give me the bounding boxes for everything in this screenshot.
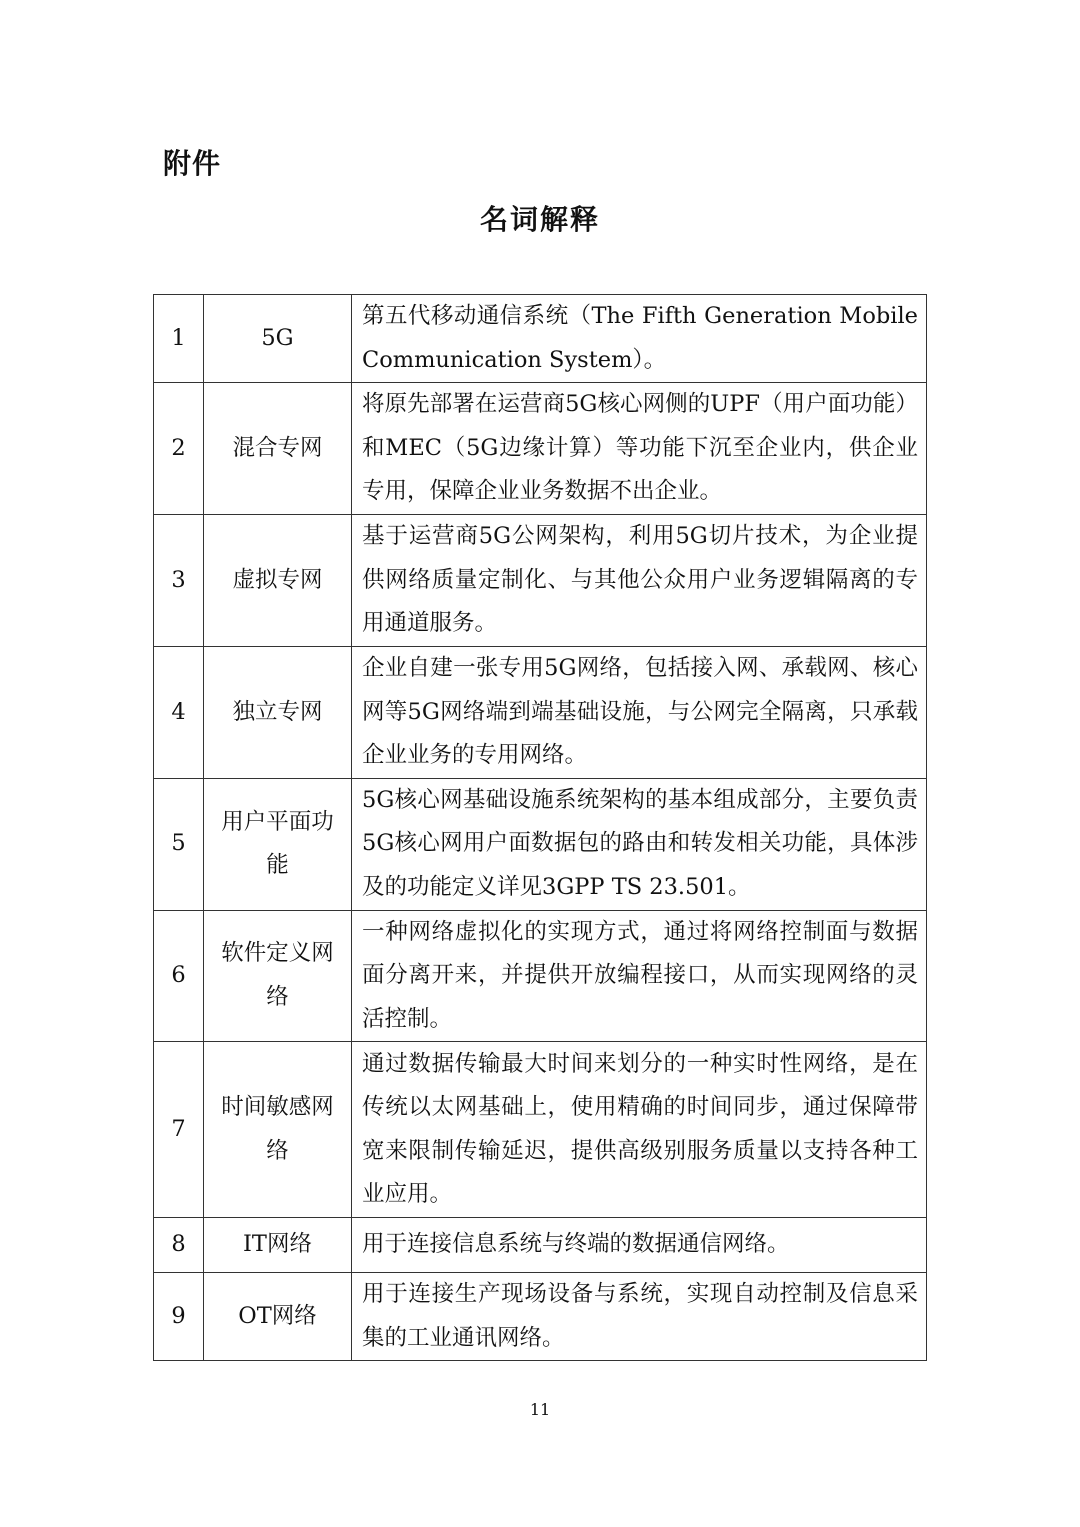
term-number: 8 bbox=[154, 1218, 204, 1273]
term-definition: 用于连接生产现场设备与系统，实现自动控制及信息采集的工业通讯网络。 bbox=[352, 1273, 927, 1361]
term-number: 4 bbox=[154, 647, 204, 779]
table-row bbox=[154, 778, 927, 910]
term-definition: 通过数据传输最大时间来划分的一种实时性网络，是在传统以太网基础上，使用精确的时间同步，通过保障带宽来限制传输延迟，提供高级别服务质量以支持各种工业应用。 bbox=[352, 1042, 927, 1218]
term-name: 用户平面功能 bbox=[204, 778, 352, 910]
term-definition: 第五代移动通信系统（The Fifth Generation Mobile Communication System）。 bbox=[352, 295, 927, 383]
term-definition: 基于运营商5G公网架构，利用5G切片技术，为企业提供网络质量定制化、与其他公众用户业务逻辑隔离的专用通道服务。 bbox=[352, 515, 927, 647]
term-number: 9 bbox=[154, 1273, 204, 1361]
term-definition: 5G核心网基础设施系统架构的基本组成部分，主要负责5G核心网用户面数据包的路由和转发相关功能，具体涉及的功能定义详见3GPP TS 23.501。 bbox=[352, 778, 927, 910]
table-row bbox=[154, 1218, 927, 1273]
term-name: 独立专网 bbox=[204, 647, 352, 779]
page-title: 名词解释 bbox=[479, 203, 600, 236]
term-name: 时间敏感网络 bbox=[204, 1042, 352, 1218]
table-row bbox=[154, 295, 927, 383]
term-name: OT网络 bbox=[204, 1273, 352, 1361]
term-number: 2 bbox=[154, 383, 204, 515]
table-row bbox=[154, 647, 927, 779]
term-definition: 一种网络虚拟化的实现方式，通过将网络控制面与数据面分离开来，并提供开放编程接口，从而实现网络的灵活控制。 bbox=[352, 910, 927, 1042]
term-number: 7 bbox=[154, 1042, 204, 1218]
term-definition: 企业自建一张专用5G网络，包括接入网、承载网、核心网等5G网络端到端基础设施，与公网完全隔离，只承载企业业务的专用网络。 bbox=[352, 647, 927, 779]
table-row bbox=[154, 910, 927, 1042]
term-name: 软件定义网络 bbox=[204, 910, 352, 1042]
table-row bbox=[154, 1273, 927, 1361]
table-row bbox=[154, 515, 927, 647]
term-definition: 将原先部署在运营商5G核心网侧的UPF（用户面功能）和MEC（5G边缘计算）等功能下沉至企业内，供企业专用，保障企业业务数据不出企业。 bbox=[352, 383, 927, 515]
term-number: 3 bbox=[154, 515, 204, 647]
term-name: IT网络 bbox=[204, 1218, 352, 1273]
glossary-table bbox=[153, 294, 927, 1361]
term-number: 6 bbox=[154, 910, 204, 1042]
term-definition: 用于连接信息系统与终端的数据通信网络。 bbox=[352, 1218, 927, 1273]
term-name: 虚拟专网 bbox=[204, 515, 352, 647]
attachment-label: 附件 bbox=[163, 147, 222, 180]
term-number: 5 bbox=[154, 778, 204, 910]
term-number: 1 bbox=[154, 295, 204, 383]
term-name: 混合专网 bbox=[204, 383, 352, 515]
table-row bbox=[154, 1042, 927, 1218]
term-name: 5G bbox=[204, 295, 352, 383]
page-number: 11 bbox=[529, 1400, 551, 1419]
table-row bbox=[154, 383, 927, 515]
